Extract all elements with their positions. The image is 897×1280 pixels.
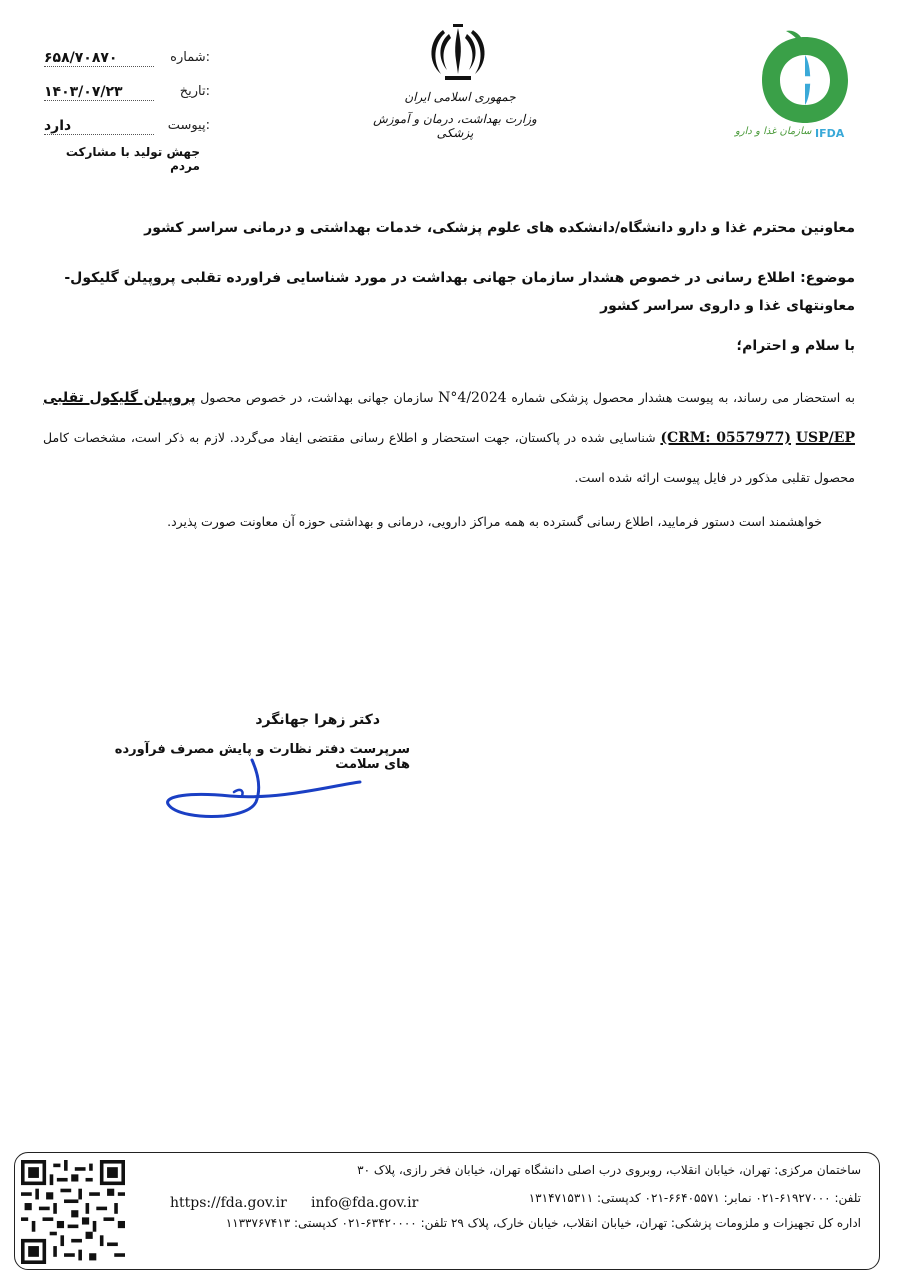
footer-equipment-office: اداره کل تجهیزات و ملزومات پزشکی: تهران، خیابان انقلاب، خیابان خارک، پلاک ۲۹ تلفن: ۶۳۴۲۰۰۰۰-۰۲۱ کدپستی: ۱۱۳۳۷۶۷۴۱۳ [225,1216,861,1230]
letter-attachment-label: پیوست: [167,118,210,133]
campaign-slogan: جهش تولید با مشارکت مردم [65,145,200,173]
letter-attachment-value: دارد [44,118,154,135]
letter-date-label: تاریخ: [179,84,210,99]
handwritten-signature [160,758,370,828]
letter-number-label: شماره: [170,50,210,65]
letter-number-value: ۶۵۸/۷۰۸۷۰ [44,50,154,67]
product-crm: (CRM: 0557977) [660,430,792,446]
footer-contact: تلفن: ۶۱۹۲۷۰۰۰-۰۲۱ نمابر: ۶۶۴۰۵۵۷۱-۰۲۱ کدپستی: ۱۳۱۴۷۱۵۳۱۱ [528,1191,861,1205]
paragraph-1-intro: به استحضار می رساند، به پیوست هشدار محصول پزشکی شماره [511,390,855,405]
iran-emblem-icon [423,24,493,88]
ifda-name: سازمان غذا و دارو [735,126,812,137]
product-name: پروپیلن گلیکول تقلبی [43,390,196,406]
footer-address: ساختمان مرکزی: تهران، خیابان انقلاب، روبروی درب اصلی دانشگاه تهران، خیابان فخر رازی، پلاک ۳۰ [357,1163,861,1177]
letter-paragraph-1 [43,378,855,498]
letter-subject: موضوع: اطلاع رسانی در خصوص هشدار سازمان جهانی بهداشت در مورد شناسایی فراورده تقلبی پروپیلن گلیکول- معاونتهای غذا و داروی سراسر کشور [64,270,855,314]
footer-website-link[interactable]: https://fda.gov.ir [170,1195,287,1211]
letter-date-value: ۱۴۰۳/۰۷/۲۳ [44,84,154,101]
paragraph-1-rest: شناسایی شده در پاکستان، جهت استحضار و اطلاع رسانی مقتضی ایفاد می‌گردد. لازم به ذکر است، مشخصات کامل محصول تقلبی مذکور در فایل پیوست ارائه شده است. [43,430,855,485]
ministry-title: وزارت بهداشت، درمان و آموزش پزشکی [373,112,537,140]
footer-email-link[interactable]: info@fda.gov.ir [311,1195,419,1211]
signatory-name: دکتر زهرا جهانگرد [255,712,380,728]
letter-greeting: با سلام و احترام؛ [736,338,855,354]
letter-recipient: معاونین محترم غذا و دارو دانشگاه/دانشکده های علوم پزشکی، خدمات بهداشتی و درمانی سراسر کشور [144,220,855,236]
paragraph-1-who: سازمان جهانی بهداشت، در خصوص محصول [200,390,434,405]
who-alert-number: N°4/2024 [438,390,507,406]
signatory-title: سرپرست دفتر نظارت و پایش مصرف فرآورده های سلامت [114,742,410,772]
letter-attachment [40,118,210,140]
product-grade: USP/EP [795,430,855,446]
ifda-acronym: IFDA [815,127,845,140]
letter-date [40,84,210,106]
qr-code-icon[interactable] [20,1160,126,1264]
letter-paragraph-2: خواهشمند است دستور فرمایید، اطلاع رسانی گسترده به همه مراکز دارویی، درمانی و بهداشتی حوزه آن معاونت صورت پذیرد. [167,514,822,529]
letter-number [40,50,210,72]
republic-title: جمهوری اسلامی ایران [404,90,516,104]
